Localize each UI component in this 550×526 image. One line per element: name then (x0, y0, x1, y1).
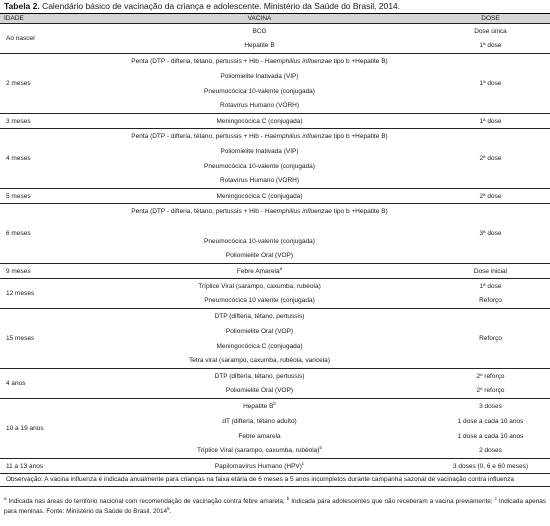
cell-vacina (88, 54, 431, 69)
cell-idade: 3 meses (0, 114, 88, 129)
cell-dose: 1 dose a cada 10 anos (457, 417, 524, 425)
cell-vacina (88, 264, 431, 279)
vacina-text: Febre amarela (238, 432, 281, 440)
vacina-text: Meningocócica C (conjugada) (216, 117, 303, 125)
vacina-text: Pneumocócica 10-valente (conjugada) (204, 162, 315, 170)
cell-vacina (88, 114, 431, 129)
cell-dose: 3ª dose (431, 204, 550, 264)
cell-dose: 3 doses (479, 402, 502, 410)
caption-text: Calendário básico de vacinação da criança e adolescente. Ministério da Saúde do Brasil, 2014. (39, 1, 400, 11)
footnote-marker: c (494, 496, 497, 501)
vacina-text: Meningocócica C (conjugada) (216, 192, 303, 200)
vacina-text: BCG (252, 27, 267, 35)
vacina-text: Pneumocócica 10-valente (conjugada) (204, 237, 315, 245)
vacina-text: dT (difteria, tétano adulto) (222, 417, 297, 425)
table-row (0, 279, 550, 294)
table-row (0, 129, 550, 144)
cell-idade: 10 a 19 anos (0, 399, 88, 459)
cell-vacina (88, 279, 431, 294)
header-vacina: VACINA (88, 14, 431, 24)
cell-vacina (88, 219, 431, 234)
cell-vacina (88, 99, 431, 114)
table-row (0, 204, 550, 219)
cell-vacina (88, 204, 431, 219)
vacina-text: Tríplice Viral (sarampo, caxumba, rubéola) (198, 282, 321, 290)
footnote-marker: b (319, 445, 322, 451)
table-row (0, 114, 550, 129)
vacina-text: Poliomielite Oral (VOP) (225, 252, 294, 260)
cell-vacina (88, 294, 431, 309)
table-row (0, 264, 550, 279)
footnote-text: Indicada apenas para meninas. Fonte: Ministério da Saúde do Brasil, 2014 (4, 498, 546, 515)
vacina-text: Poliomielite Inativada (VIP) (220, 147, 299, 155)
cell-dose: Dose inicial (431, 264, 550, 279)
header-idade: IDADE (0, 14, 88, 24)
cell-vacina (88, 429, 431, 444)
vacina-species: Haemphilius influenzae (264, 132, 332, 140)
footnote-text: Indicada nas áreas do território nacional com recomendação de vacinação contra febre amarela; (6, 498, 287, 505)
vacina-text: Pneumocócica 10-valente (conjugada) (204, 87, 315, 95)
table-row (0, 24, 550, 39)
vacina-text: Hepatite B (243, 402, 274, 410)
cell-dose: 1 dose a cada 10 anos (457, 432, 524, 440)
cell-vacina (88, 39, 431, 54)
cell-idade: 5 meses (0, 189, 88, 204)
vacina-text: Hepatite B (244, 42, 275, 50)
vacina-text: Rotavírus Humano (VORH) (219, 102, 300, 110)
footnote-marker: b (273, 400, 276, 406)
vacina-text: DTP (difteria, tétano, pertussis) (214, 312, 305, 320)
cell-dose: 1ª dose (431, 114, 550, 129)
vacina-text: Poliomielite Oral (VOP) (225, 387, 294, 395)
cell-vacina (88, 84, 431, 99)
vacina-text: Poliomielite Oral (VOP) (225, 327, 294, 335)
cell-vacina (88, 234, 431, 249)
footnotes (4, 497, 546, 516)
vacina-text: Pneumocócica 10 valente (conjugada) (204, 297, 315, 305)
cell-vacina (88, 339, 431, 354)
caption-label: Tabela 2. (4, 1, 40, 11)
cell-vacina (88, 399, 431, 414)
vacina-text: DTP (difteria, tétano, pertussis) (214, 372, 305, 380)
cell-vacina (88, 129, 431, 144)
vacina-species: Haemphilius influenzae (264, 57, 332, 65)
cell-vacina (88, 444, 431, 459)
vacina-text: tipo b +Hepatite B) (331, 132, 388, 140)
cell-vacina (88, 69, 431, 84)
table-row (0, 309, 550, 324)
cell-idade: 2 meses (0, 54, 88, 114)
footnote-marker: a (4, 496, 7, 501)
cell-vacina (88, 24, 431, 39)
cell-idade: 15 meses (0, 309, 88, 369)
cell-dose: 1ª dose (431, 39, 550, 54)
vacina-text: Papilomavírus Humano (HPV) (214, 462, 302, 470)
vacina-text: Tetra viral (sarampo, caxumba, rubéola, varicela) (189, 357, 330, 365)
cell-vacina (88, 324, 431, 339)
cell-dose: 2º reforço (476, 372, 505, 380)
cell-vacina (88, 144, 431, 159)
cell-dose: 1ª dose (479, 282, 502, 290)
cell-vacina (88, 459, 431, 474)
vacina-text: Meningocócica C (conjugada) (216, 342, 303, 350)
header-dose: DOSE (431, 14, 550, 24)
cell-idade: 4 anos (0, 369, 88, 399)
cell-vacina (88, 354, 431, 369)
table-row (0, 54, 550, 69)
cell-dose: Dose única (474, 27, 507, 35)
vacina-text: Penta (DTP - difteria, tétano, pertussis + Hib - (131, 207, 265, 215)
vacina-text: tipo b +Hepatite B) (331, 57, 388, 65)
table-row (0, 459, 550, 474)
cell-dose: 2º reforço (431, 384, 550, 399)
cell-vacina (88, 249, 431, 264)
vacina-text: Tríplice Viral (sarampo, caxumba, rubéola) (197, 447, 320, 455)
cell-idade: 6 meses (0, 204, 88, 264)
vacina-text: Penta (DTP - difteria, tétano, pertussis + Hib - (131, 132, 265, 140)
cell-vacina (88, 189, 431, 204)
table-row (0, 189, 550, 204)
cell-vacina (88, 369, 431, 384)
cell-idade: Ao nascer (0, 24, 88, 54)
cell-idade: 12 meses (0, 279, 88, 309)
vacina-text: Poliomielite Inativada (VIP) (220, 72, 299, 80)
vacina-text: tipo b +Hepatite B) (331, 207, 388, 215)
vacina-text: Febre Amarela (236, 267, 280, 275)
cell-vacina (88, 309, 431, 324)
cell-vacina (88, 174, 431, 189)
footnote-marker: c (301, 460, 305, 466)
vacina-species: Haemphilius influenzae (264, 207, 332, 215)
footnote-marker: a (279, 265, 283, 271)
footnote-marker: 5 (167, 505, 170, 511)
vacina-text: Penta (DTP - difteria, tétano, pertussis + Hib - (131, 57, 265, 65)
cell-dose: Reforço (431, 294, 550, 309)
footnote-marker: b (286, 496, 290, 501)
cell-vacina (88, 384, 431, 399)
cell-dose: 3 doses (0, 6 e 60 meses) (431, 459, 550, 474)
cell-idade: 4 meses (0, 129, 88, 189)
table-header (0, 14, 550, 24)
cell-dose: 1ª dose (431, 54, 550, 114)
cell-dose: 2 doses (431, 444, 550, 459)
cell-dose: 2ª dose (431, 129, 550, 189)
table-caption (4, 1, 400, 11)
vaccination-table (0, 13, 550, 487)
table-row (0, 399, 550, 414)
footnote-text: Indicada para adolescentes que não receberam a vacina previamente; (289, 498, 495, 505)
observacao-note: Observação: A vacina influenza é indicada anualmente para crianças na faixa etária de 6 meses a 5 anos incompletos durante campanha sazonal de vacinação contra influenza (0, 474, 550, 487)
cell-dose: 2ª dose (431, 189, 550, 204)
cell-dose: Reforço (431, 309, 550, 369)
table-body (0, 24, 550, 474)
cell-idade: 9 meses (0, 264, 88, 279)
cell-idade: 11 a 13 anos (0, 459, 88, 474)
table-row (0, 369, 550, 384)
cell-vacina (88, 414, 431, 429)
vacina-text: Rotavírus Humano (VORH) (219, 177, 300, 185)
cell-vacina (88, 159, 431, 174)
footnote-text: . (169, 507, 172, 515)
